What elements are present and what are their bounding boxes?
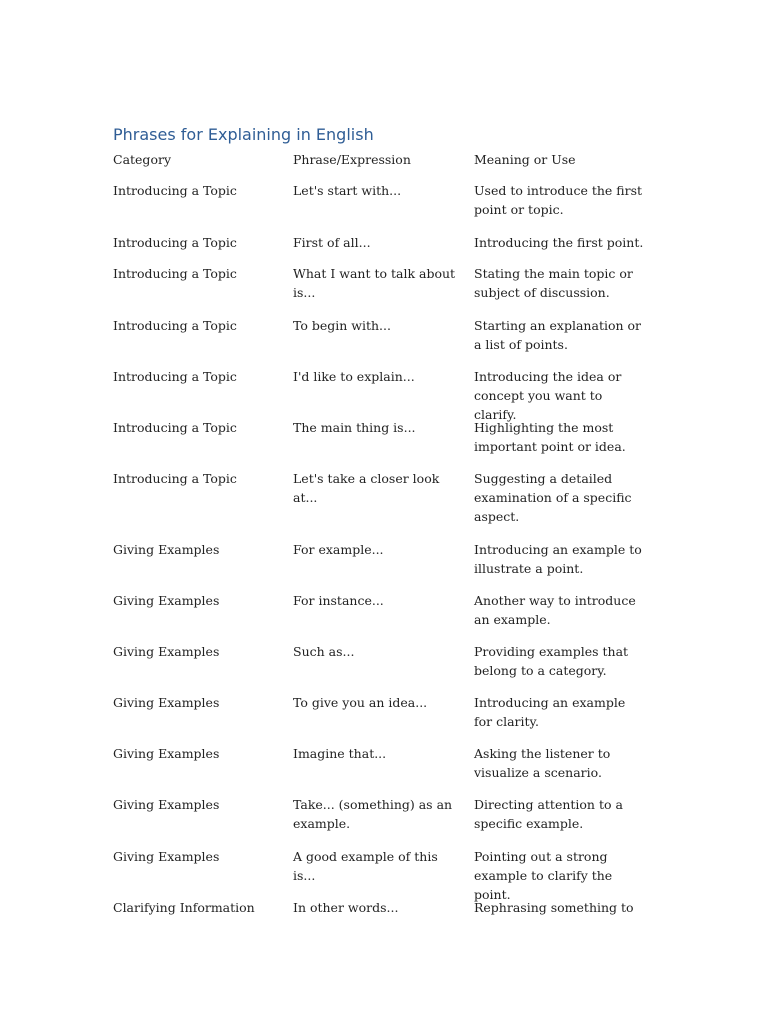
header-meaning: Meaning or Use: [474, 152, 576, 167]
row-meaning: Asking the listener to visualize a scenario.: [474, 746, 611, 780]
row-phrase: First of all...: [293, 235, 371, 250]
header-phrase: Phrase/Expression: [293, 152, 411, 167]
row-category: Introducing a Topic: [113, 235, 237, 250]
row-meaning: Used to introduce the first point or topic.: [474, 183, 643, 217]
row-meaning: Starting an explanation or a list of points.: [474, 318, 642, 352]
row-meaning: Another way to introduce an example.: [474, 593, 636, 627]
row-meaning: Rephrasing something to: [474, 900, 634, 915]
row-phrase: What I want to talk about is...: [293, 266, 456, 300]
row-category: Introducing a Topic: [113, 420, 237, 435]
row-phrase: Let's start with...: [293, 183, 402, 198]
row-category: Introducing a Topic: [113, 183, 237, 198]
row-meaning: Introducing an example to illustrate a point.: [474, 542, 642, 576]
row-phrase: Such as...: [293, 644, 355, 659]
row-phrase: For instance...: [293, 593, 384, 608]
row-meaning: Stating the main topic or subject of discussion.: [474, 266, 633, 300]
row-phrase: The main thing is...: [293, 420, 416, 435]
header-category: Category: [113, 152, 172, 167]
row-phrase: A good example of this is...: [293, 849, 438, 883]
row-category: Giving Examples: [113, 593, 220, 608]
row-category: Introducing a Topic: [113, 318, 237, 333]
row-phrase: Take... (something) as an example.: [293, 797, 453, 831]
row-category: Giving Examples: [113, 849, 220, 864]
row-category: Giving Examples: [113, 542, 220, 557]
table-header: [113, 150, 653, 170]
row-phrase: Imagine that...: [293, 746, 387, 761]
row-phrase: In other words...: [293, 900, 399, 915]
row-meaning: Introducing the idea or concept you want to clarify.: [474, 369, 622, 422]
row-category: Introducing a Topic: [113, 471, 237, 486]
row-meaning: Highlighting the most important point or idea.: [474, 420, 626, 454]
row-meaning: Suggesting a detailed examination of a specific aspect.: [474, 471, 632, 524]
row-phrase: Let's take a closer look at...: [293, 471, 440, 505]
row-meaning: Pointing out a strong example to clarify the point.: [474, 849, 613, 902]
row-phrase: For example...: [293, 542, 384, 557]
row-meaning: Introducing an example for clarity.: [474, 695, 626, 729]
page-title: Phrases for Explaining in English: [113, 125, 374, 144]
row-meaning: Introducing the first point.: [474, 235, 644, 250]
row-category: Introducing a Topic: [113, 369, 237, 384]
row-phrase: To begin with...: [293, 318, 391, 333]
row-category: Clarifying Information: [113, 900, 255, 915]
row-category: Introducing a Topic: [113, 266, 237, 281]
row-phrase: I'd like to explain...: [293, 369, 415, 384]
row-meaning: Directing attention to a specific example.: [474, 797, 623, 831]
row-meaning: Providing examples that belong to a category.: [474, 644, 629, 678]
row-category: Giving Examples: [113, 746, 220, 761]
row-category: Giving Examples: [113, 695, 220, 710]
row-phrase: To give you an idea...: [293, 695, 428, 710]
row-category: Giving Examples: [113, 644, 220, 659]
row-category: Giving Examples: [113, 797, 220, 812]
